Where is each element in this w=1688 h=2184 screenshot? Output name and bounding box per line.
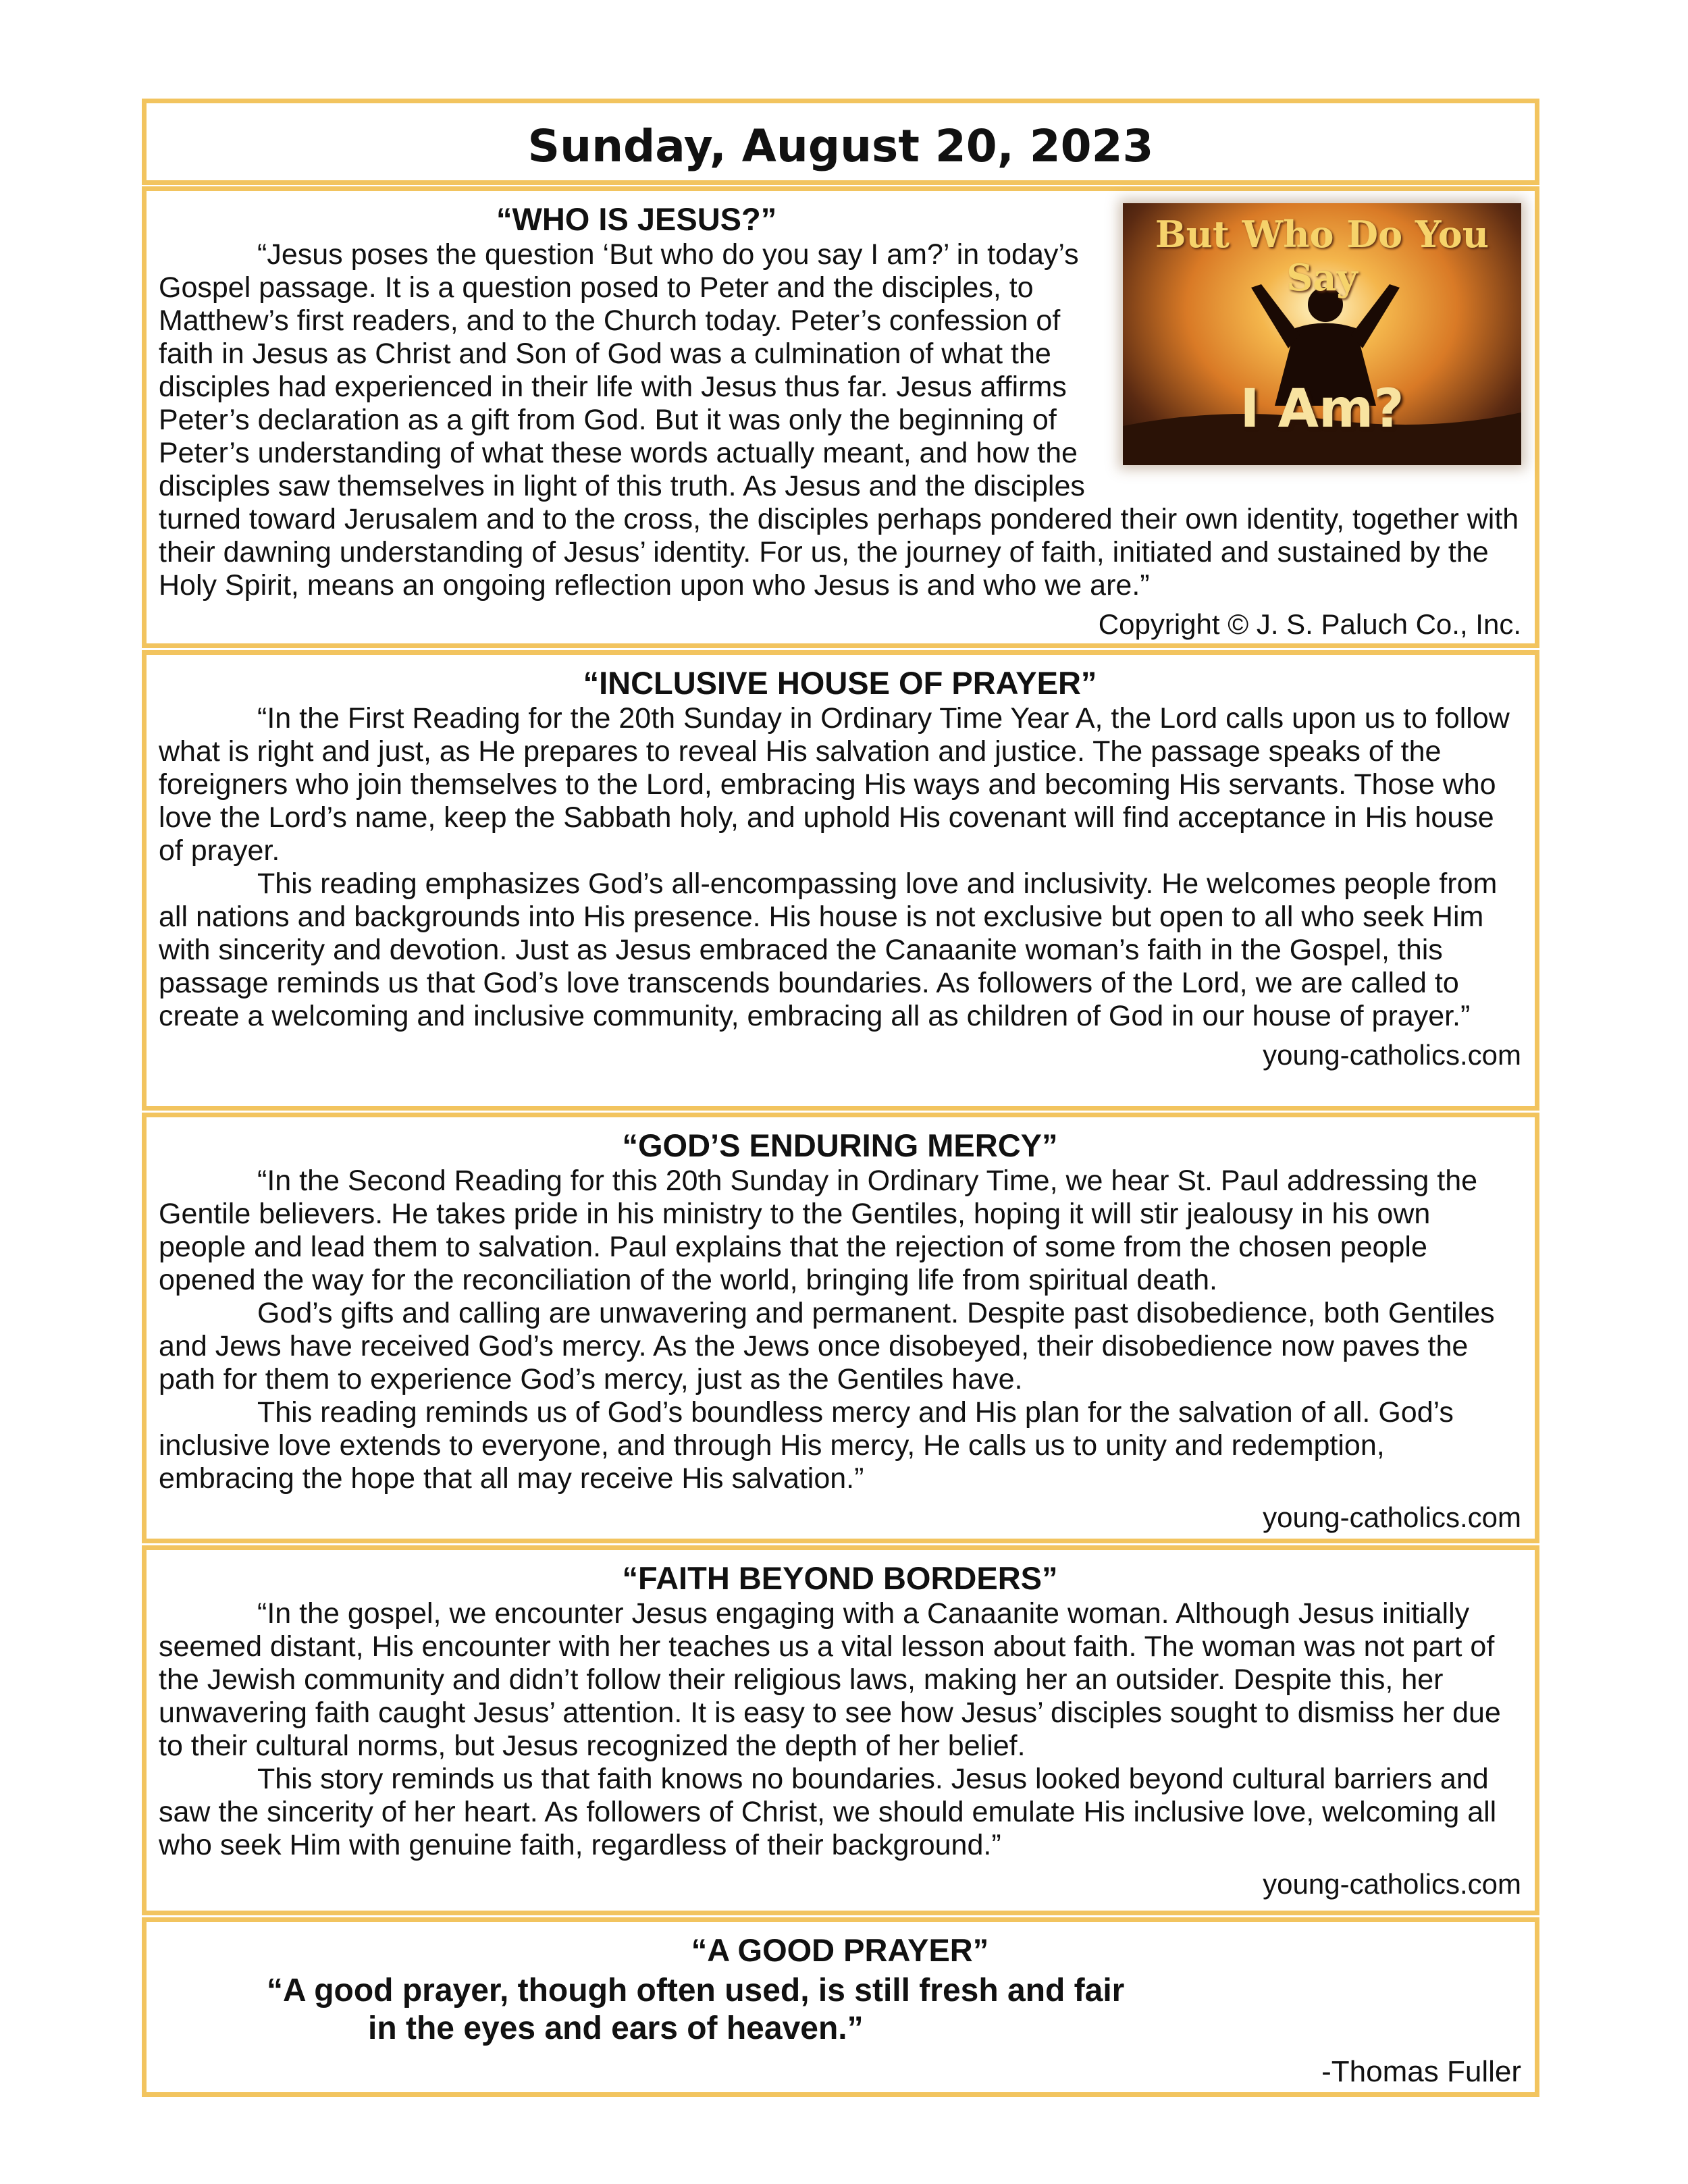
section-paragraph: “In the First Reading for the 20th Sunday in Ordinary Time Year A, the Lord calls upon us to follow what is right and just, as He prepares to reveal His salvation and justice. The passage speaks of the foreigners who join themselves to the Lord, embracing His ways and becoming His servants. Those who love the Lord’s name, keep the Sabbath holy, and uphold His covenant will find acceptance in His house of prayer.	[159, 702, 1510, 867]
prayer-quote-line: “A good prayer, though often used, is still fresh and fair	[267, 1973, 1125, 2008]
section-title: “GOD’S ENDURING MERCY”	[622, 1127, 1058, 1163]
section-title: “A GOOD PRAYER”	[691, 1932, 989, 1968]
section-gods-enduring-mercy	[142, 1113, 1539, 1543]
section-source: young-catholics.com	[1263, 1039, 1521, 1071]
section-paragraph: “Jesus poses the question ‘But who do you say I am?’ in today’s Gospel passage. It is a question posed to Peter and the disciples, to Matthew’s first readers, and to the Church today. Peter’s confession of faith in Jesus as Christ and Son of God was a culmination of what the disciples had experienced in their life with Jesus thus far. Jesus affirms Peter’s declaration as a gift from God. But it was only the beginning of Peter’s understanding of what these words actually meant, and how the disciples saw themselves in light of this truth. As Jesus and the disciples turned toward Jerusalem and to the cross, the disciples perhaps pondered their own identity, together with their dawning understanding of Jesus’ identity. For us, the journey of faith, initiated and sustained by the Holy Spirit, means an ongoing reflection upon who Jesus is and who we are.”	[159, 238, 1519, 602]
section-a-good-prayer	[142, 1917, 1539, 2097]
section-title: “WHO IS JESUS?”	[496, 201, 777, 237]
prayer-quote	[267, 1972, 1521, 2048]
image-caption-top: But Who Do You Say	[1155, 213, 1489, 299]
jesus-silhouette-sunset-icon	[1123, 203, 1521, 465]
page-title: Sunday, August 20, 2023	[527, 120, 1154, 172]
section-source: young-catholics.com	[1263, 1868, 1521, 1900]
section-paragraph: This story reminds us that faith knows no boundaries. Jesus looked beyond cultural barriers and saw the sincerity of her heart. As followers of Christ, we should emulate His inclusive love, welcoming all who seek Him with genuine faith, regardless of their background.”	[159, 1763, 1497, 1861]
section-faith-beyond-borders	[142, 1545, 1539, 1915]
section-paragraph: This reading emphasizes God’s all-encompassing love and inclusivity. He welcomes people from all nations and backgrounds into His presence. His house is not exclusive but open to all who seek Him with sincerity and devotion. Just as Jesus embraced the Canaanite woman’s faith in the Gospel, this passage reminds us that God’s love transcends boundaries. As followers of the Lord, we are called to create a welcoming and inclusive community, embracing all as children of God in our house of prayer.”	[159, 868, 1498, 1032]
section-paragraph: “In the Second Reading for this 20th Sunday in Ordinary Time, we hear St. Paul addressing the Gentile believers. He takes pride in his ministry to the Gentiles, hoping it will stir jealousy in his own people and lead them to salvation. Paul explains that the rejection of some from the chosen people opened the way for the reconciliation of the world, bringing life from spiritual death.	[159, 1165, 1478, 1296]
quote-author: -Thomas Fuller	[1321, 2055, 1521, 2088]
section-source: Copyright © J. S. Paluch Co., Inc.	[1098, 608, 1521, 640]
section-title: “FAITH BEYOND BORDERS”	[622, 1560, 1058, 1596]
image-caption-bottom: I Am?	[1240, 379, 1404, 440]
section-who-is-jesus	[142, 186, 1539, 648]
date-header	[142, 99, 1539, 185]
section-paragraph: God’s gifts and calling are unwavering and permanent. Despite past disobedience, both Gentiles and Jews have received God’s mercy. As the Jews once disobeyed, their disobedience now paves the path for them to experience God’s mercy, just as the Gentiles have.	[159, 1297, 1495, 1395]
section-source: young-catholics.com	[1263, 1501, 1521, 1533]
section-paragraph: This reading reminds us of God’s boundless mercy and His plan for the salvation of all. God’s inclusive love extends to everyone, and through His mercy, He calls us to unity and redemption, embracing the hope that all may receive His salvation.”	[159, 1396, 1454, 1495]
section-inclusive-house-of-prayer	[142, 650, 1539, 1111]
section-title: “INCLUSIVE HOUSE OF PRAYER”	[583, 665, 1097, 701]
section-paragraph: “In the gospel, we encounter Jesus engaging with a Canaanite woman. Although Jesus initially seemed distant, His encounter with her teaches us a vital lesson about faith. The woman was not part of the Jewish community and didn’t follow their religious laws, making her an outsider. Despite this, her unwavering faith caught Jesus’ attention. It is easy to see how Jesus’ disciples sought to dismiss her due to their cultural norms, but Jesus recognized the depth of her belief.	[159, 1597, 1501, 1762]
prayer-quote-line: in the eyes and ears of heaven.”	[368, 2010, 864, 2046]
